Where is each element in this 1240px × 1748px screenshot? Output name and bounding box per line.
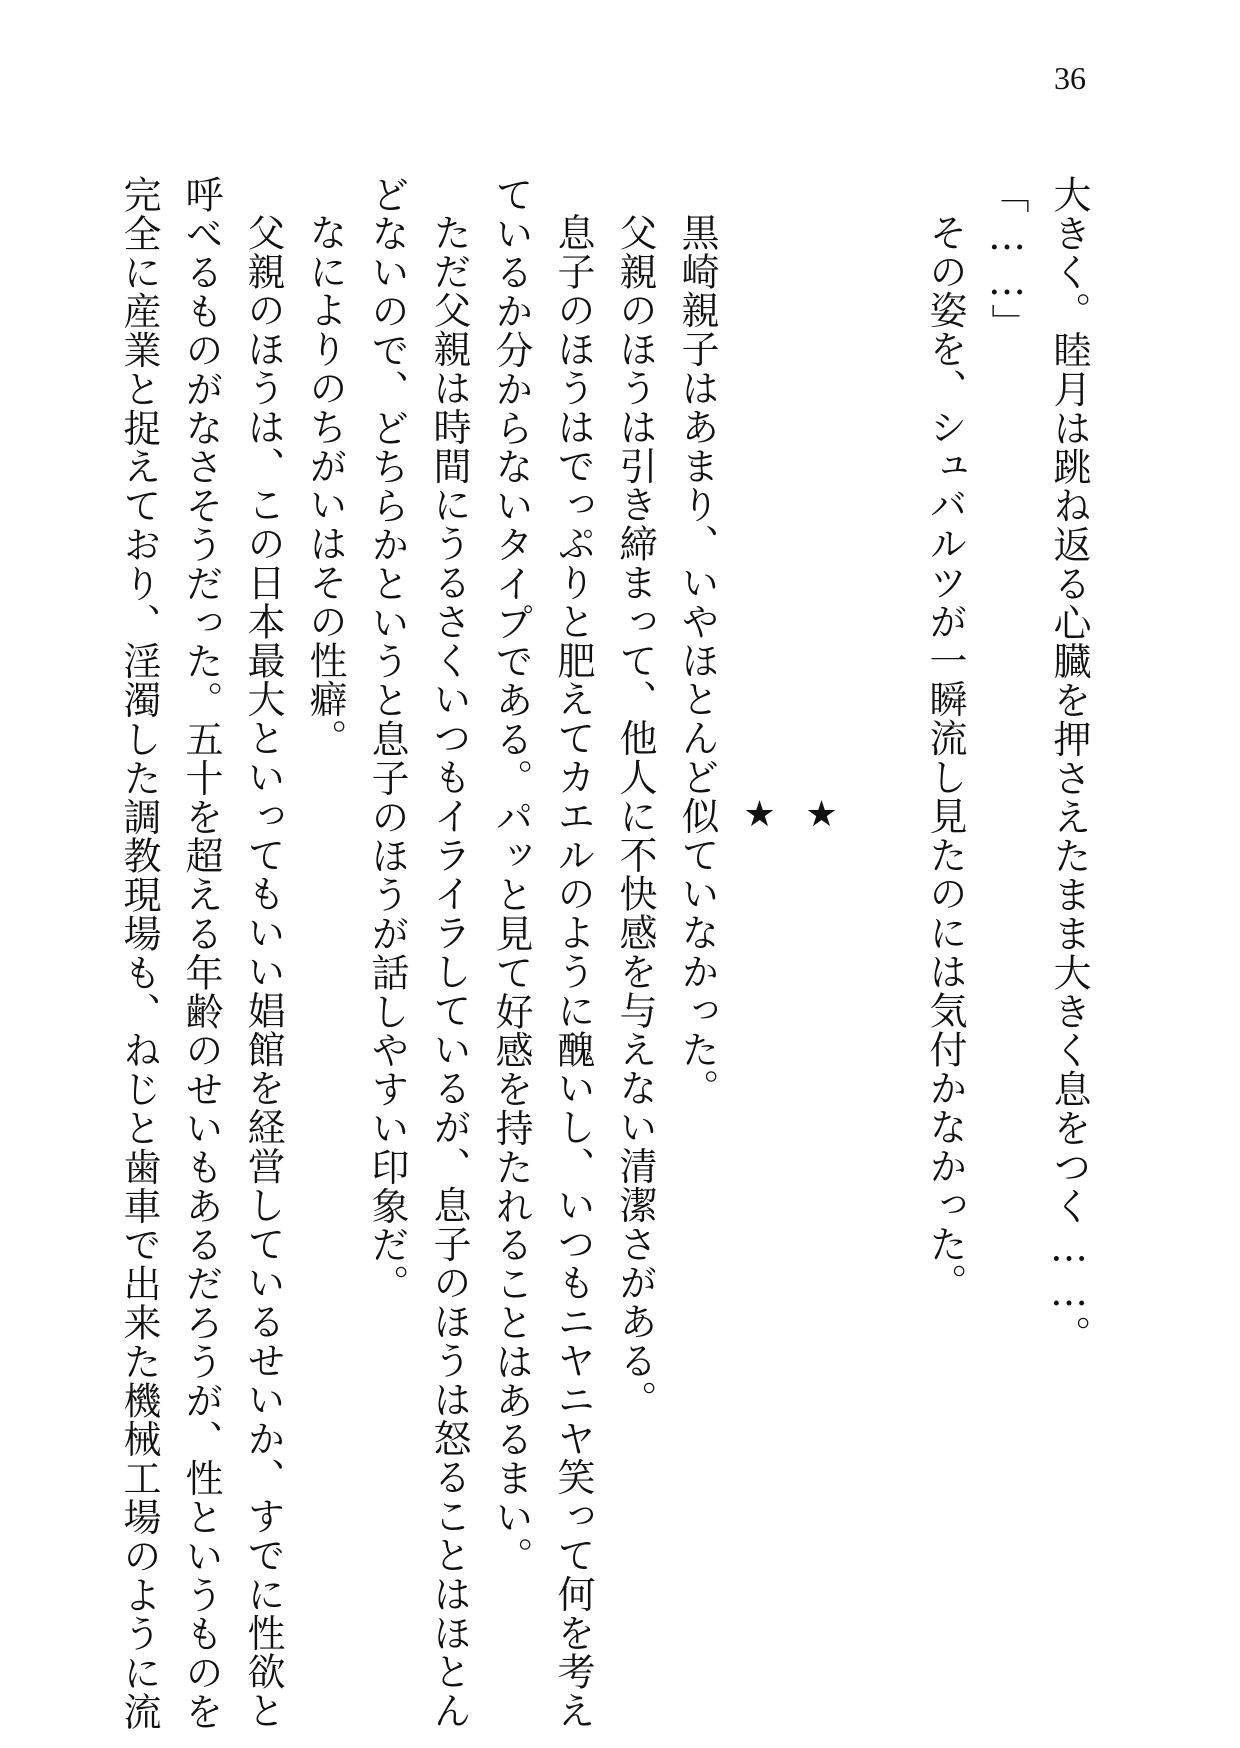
text-line-8: ているか分からないタイプである。パッと見て好感を持たれることはあるまい。	[489, 175, 533, 1576]
page-number: 36	[1054, 60, 1086, 96]
vertical-text-body	[117, 175, 1100, 1731]
section-break	[739, 175, 852, 1595]
text-line-1: 大きく。睦月は跳ね返る心臓を押さえたまま大きく息をつく……。	[1047, 175, 1091, 1354]
text-line-5: 黒崎親子はあまり、いやほとんど似ていなかった。	[675, 213, 719, 1108]
blank-line	[852, 175, 914, 1595]
text-line-11: なによりのちがいはその性癖。	[303, 213, 347, 758]
star-icon: ★	[739, 794, 780, 836]
text-line-10: どないので、どちらかというと息子のほうが話しやすい印象だ。	[365, 175, 409, 1304]
text-line-6: 父親のほうは引き締まって、他人に不快感を与えない清潔さがある。	[613, 213, 657, 1419]
text-line-7: 息子のほうはでっぷりと肥えてカエルのように醜いし、いつもニヤニヤ笑って何を考え	[551, 213, 595, 1731]
star-icon: ★	[801, 794, 842, 836]
text-line-9: ただ父親は時間にうるさくいつもイライラしているが、息子のほうは怒ることはほとん	[427, 213, 471, 1731]
text-line-13: 呼べるものがなさそうだった。五十を超える年齢のせいもあるだろうが、性というものを	[179, 175, 223, 1731]
text-line-12: 父親のほうは、この日本最大といってもいい娼館を経営しているせいか、すでに性欲と	[241, 213, 285, 1731]
text-line-2: 「……」	[985, 175, 1029, 343]
text-line-3: その姿を、シュバルツが一瞬流し見たのには気付かなかった。	[923, 213, 967, 1303]
text-line-14: 完全に産業と捉えており、淫濁した調教現場も、ねじと歯車で出来た機械工場のように流	[117, 175, 161, 1731]
